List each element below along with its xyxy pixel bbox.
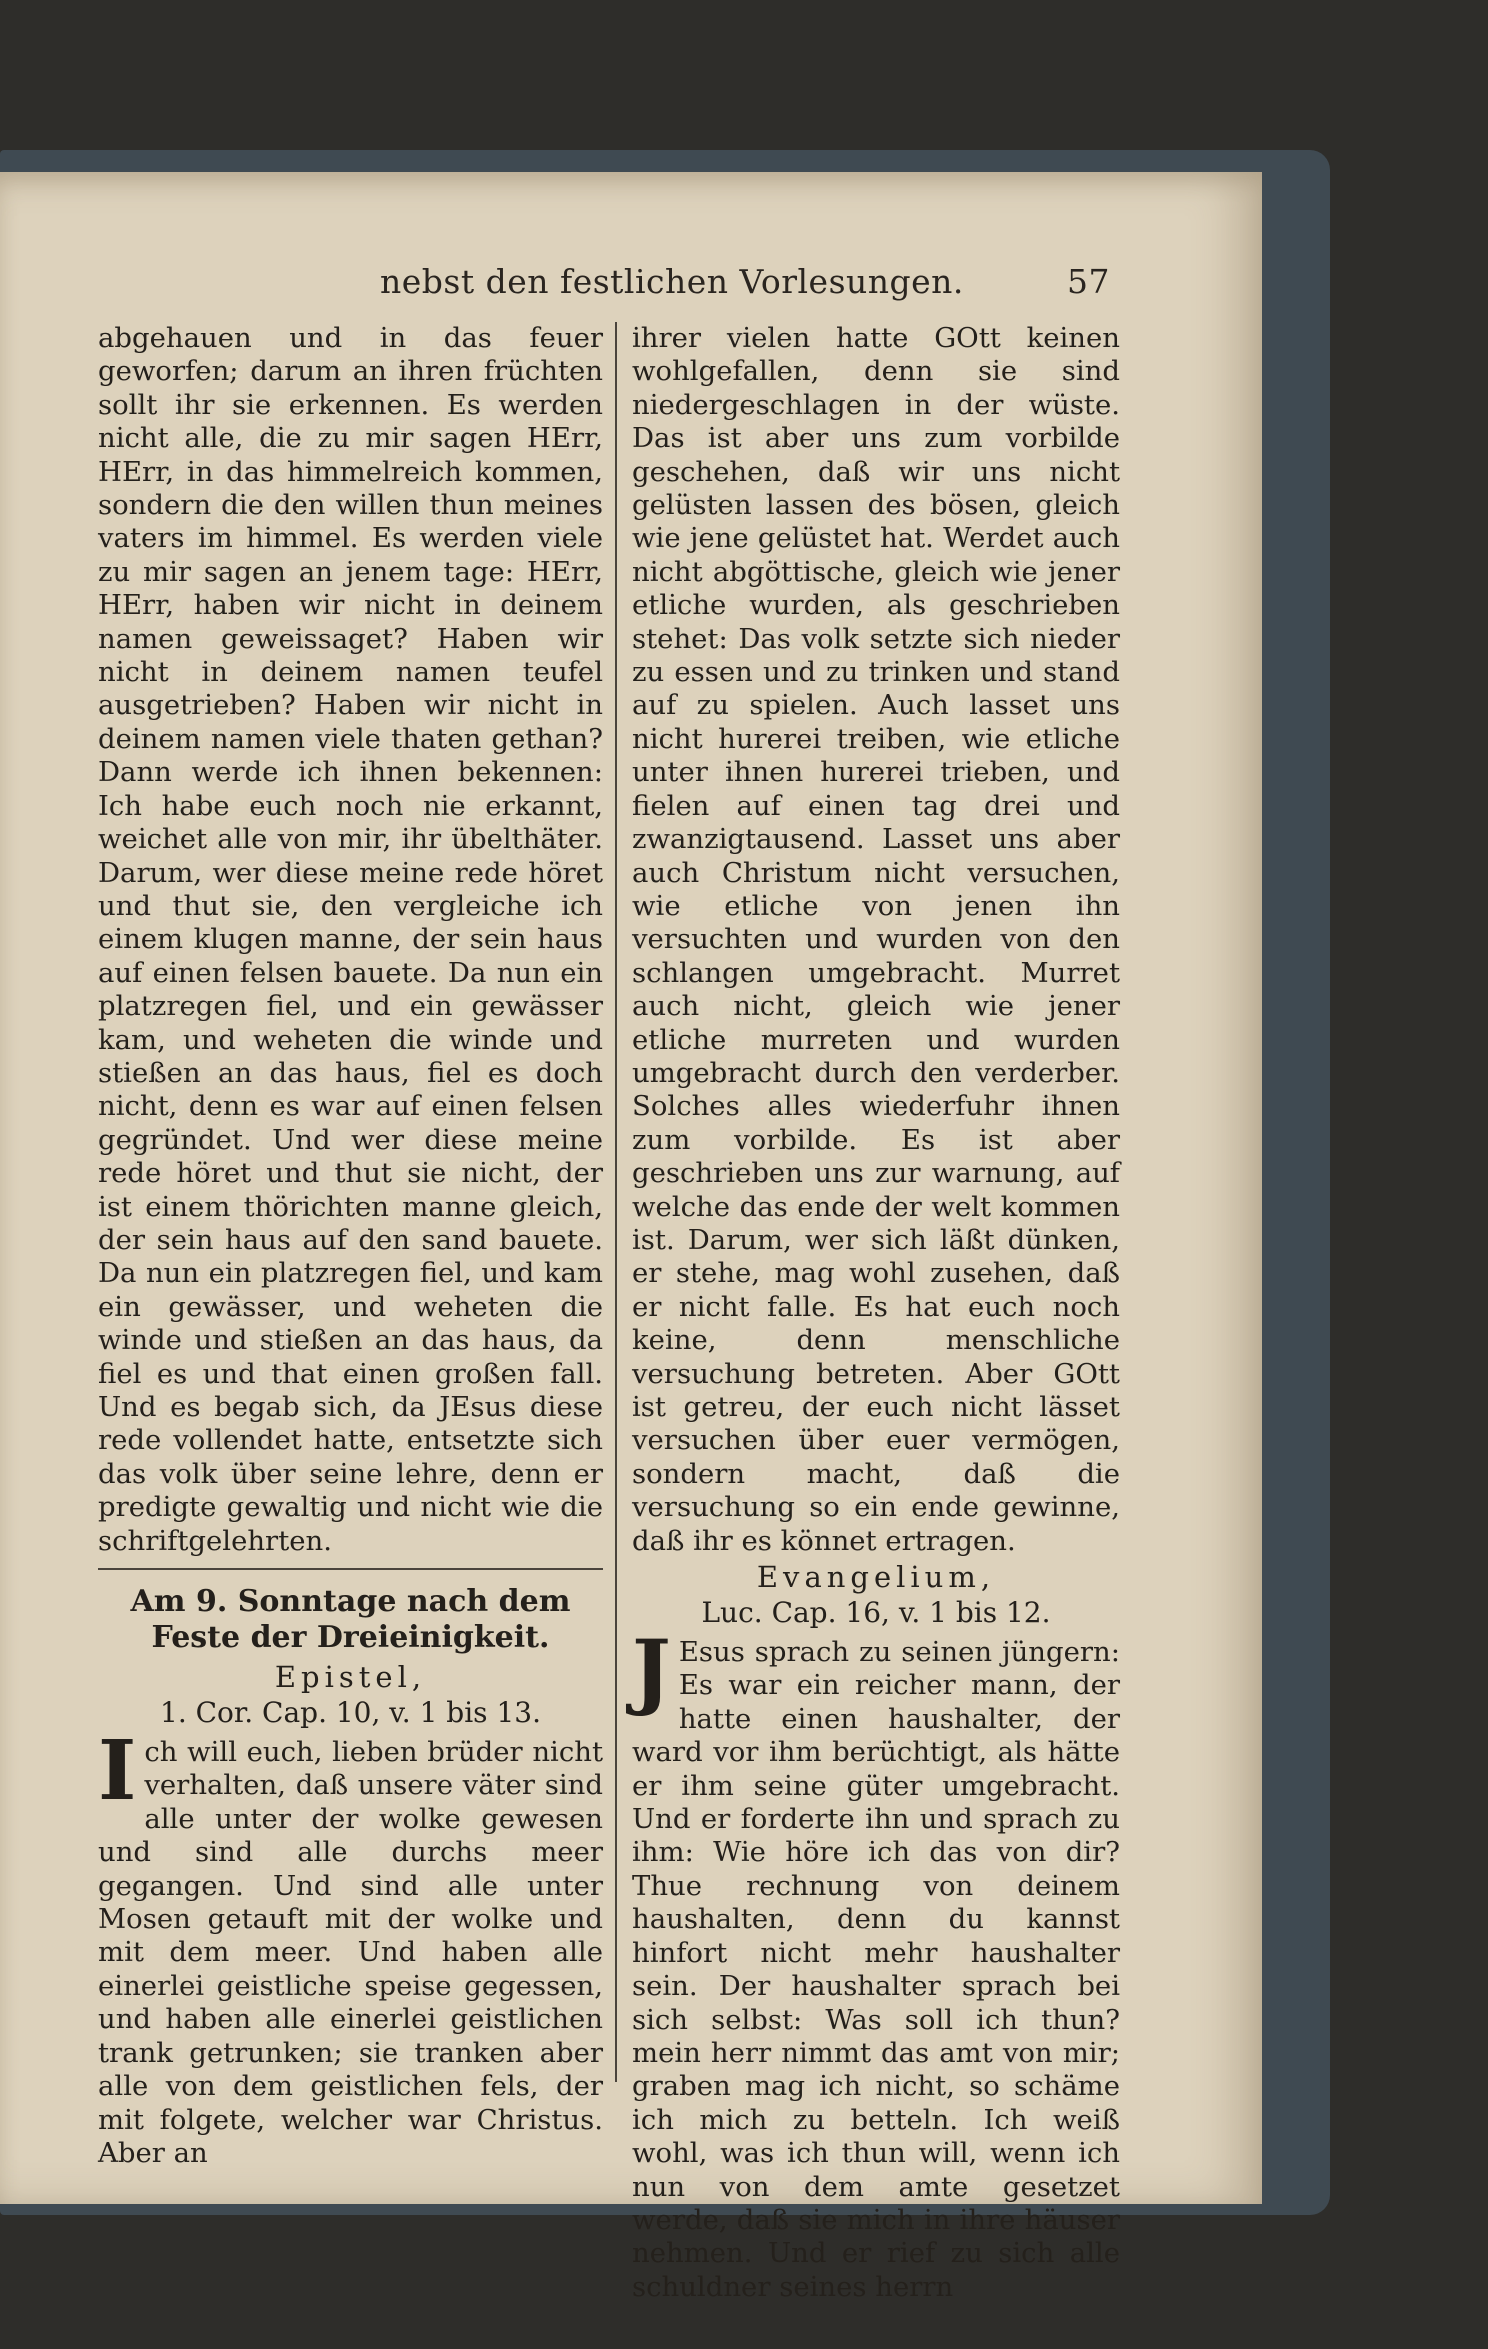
gospel-reference: Luc. Cap. 16, v. 1 bis 12.: [701, 1596, 1051, 1630]
page-header: [380, 262, 1110, 312]
epistle-reference: 1. Cor. Cap. 10, v. 1 bis 13.: [160, 1696, 541, 1730]
section-heading: Am 9. Sonntage nach dem Feste der Dreieinigkeit.: [130, 1584, 571, 1656]
epistle-dropcap: I: [98, 1723, 137, 1820]
left-column: [98, 322, 603, 2169]
running-title: nebst den festlichen Vorlesungen.: [380, 262, 964, 301]
page-number: 57: [1067, 262, 1110, 301]
epistle-text: [98, 1723, 603, 2170]
gospel-text: [632, 1623, 1120, 2304]
epistle-body: ch will euch, lieben brüder nicht verhalten, daß unsere väter sind alle unter der wolke gewesen und sind alle durchs meer gegangen. Und sind alle unter Mosen getauft mit der wolke und mit dem meer. Und haben alle einerlei geistliche speise gegessen, und haben alle einerlei geistlichen trank getrunken; sie tranken aber alle von dem geistlichen fels, der mit folgete, welcher war Christus. Aber an: [98, 1736, 603, 2169]
gospel-body: Esus sprach zu seinen jüngern: Es war ein reicher mann, der hatte einen haushalter, der ward vor ihm berüchtigt, als hätte er ihm seine güter umgebracht. Und er forderte ihn und sprach zu ihm: Wie höre ich das von dir? Thue rechnung von deinem haushalten, denn du kannst hinfort nicht mehr haushalter sein. Der haushalter sprach bei sich selbst: Was soll ich thun? mein herr nimmt das amt von mir; graben mag ich nicht, so schäme ich mich zu betteln. Ich weiß wohl, was ich thun will, wenn ich nun von dem amte gesetzet werde, daß sie mich in ihre häuser nehmen. Und er rief zu sich alle schuldner seines herrn: [632, 1636, 1120, 2303]
epistle-label: Epistel,: [274, 1660, 427, 1695]
section-rule: [98, 1568, 603, 1570]
epistle-continued-text: ihrer vielen hatte GOtt keinen wohlgefallen, denn sie sind niedergeschlagen in der wüste. Das ist aber uns zum vorbilde geschehen, daß wir uns nicht gelüsten lassen des bösen, gleich wie jene gelüstet hat. Werdet auch nicht abgöttische, gleich wie jener etliche wurden, als geschrieben stehet: Das volk setzte sich nieder zu essen und zu trinken und stand auf zu spielen. Auch lasset uns nicht hurerei treiben, wie etliche unter ihnen hurerei trieben, und fielen auf einen tag drei und zwanzigtausend. Lasset uns aber auch Christum nicht versuchen, wie etliche von jenen ihn versuchten und wurden von den schlangen umgebracht. Murret auch nicht, gleich wie jener etliche murreten und wurden umgebracht durch den verderber. Solches alles wiederfuhr ihnen zum vorbilde. Es ist aber geschrieben uns zur warnung, auf welche das ende der welt kommen ist. Darum, wer sich läßt dünken, er stehe, mag wohl zusehen, daß er nicht falle. Es hat euch noch keine, denn menschliche versuchung betreten. Aber GOtt ist getreu, der euch nicht lässet versuchen über euer vermögen, sondern macht, daß die versuchung so ein ende gewinne, daß ihr es könnet ertragen.: [632, 322, 1120, 1557]
column-divider: [615, 322, 617, 2082]
right-column: [632, 322, 1120, 2303]
gospel-dropcap: J: [632, 1623, 671, 1720]
gospel-label: Evangelium,: [756, 1560, 996, 1595]
continuation-text: abgehauen und in das feuer geworfen; darum an ihren früchten sollt ihr sie erkennen. Es werden nicht alle, die zu mir sagen HErr, HErr, in das himmelreich kommen, sondern die den willen thun meines vaters im himmel. Es werden viele zu mir sagen an jenem tage: HErr, HErr, haben wir nicht in deinem namen geweissaget? Haben wir nicht in deinem namen teufel ausgetrieben? Haben wir nicht in deinem namen viele thaten gethan? Dann werde ich ihnen bekennen: Ich habe euch noch nie erkannt, weichet alle von mir, ihr übelthäter. Darum, wer diese meine rede höret und thut sie, den vergleiche ich einem klugen manne, der sein haus auf einen felsen bauete. Da nun ein platzregen fiel, und ein gewässer kam, und weheten die winde und stießen an das haus, fiel es doch nicht, denn es war auf einen felsen gegründet. Und wer diese meine rede höret und thut sie nicht, der ist einem thörichten manne gleich, der sein haus auf den sand bauete. Da nun ein platzregen fiel, und kam ein gewässer, und weheten die winde und stießen an das haus, da fiel es und that einen großen fall. Und es begab sich, da JEsus diese rede vollendet hatte, entsetzte sich das volk über seine lehre, denn er predigte gewaltig und nicht wie die schriftgelehrten.: [98, 322, 603, 1557]
